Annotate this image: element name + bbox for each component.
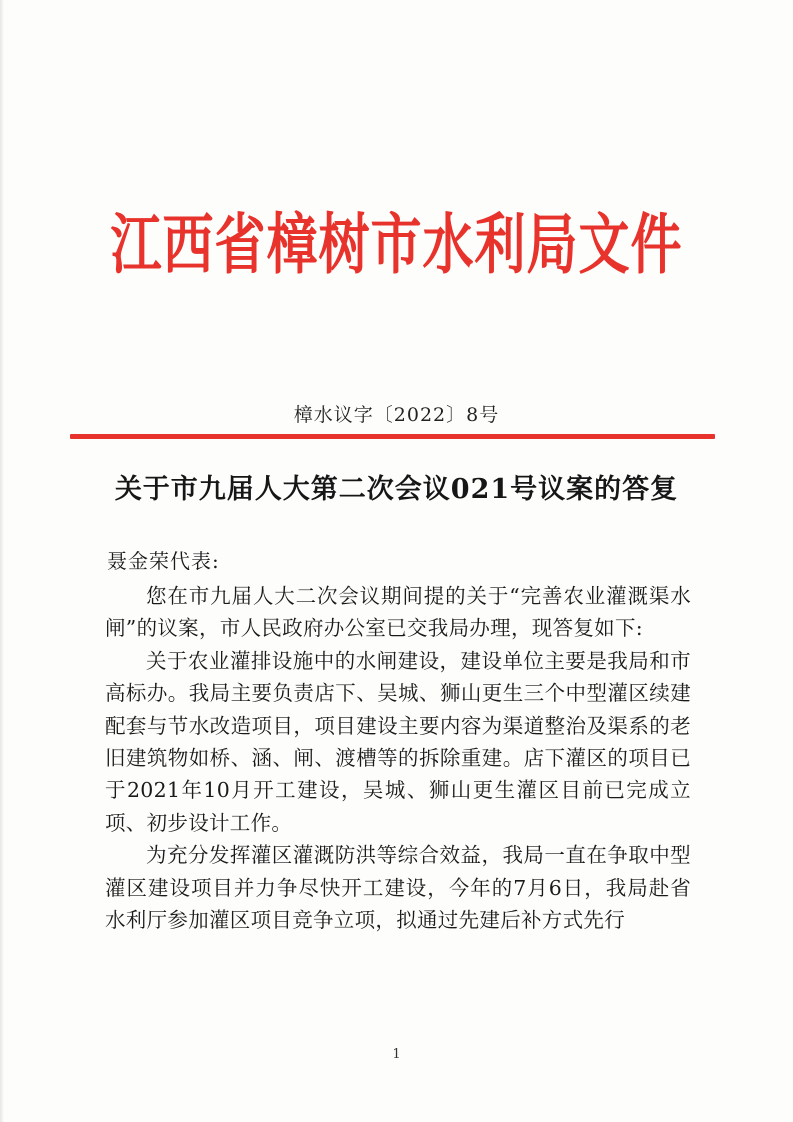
- scan-edge-shadow: [0, 0, 4, 1122]
- issuer-header-title: 江西省樟树市水利局文件: [110, 208, 683, 284]
- document-number: 樟水议字〔2022〕8号: [293, 404, 500, 426]
- red-divider-rule: [70, 434, 715, 439]
- paragraph: 您在市九届人大二次会议期间提的关于“完善农业灌溉渠水闸”的议案，市人民政府办公室已交我局办理，现答复如下:: [105, 584, 691, 641]
- paragraph: 关于农业灌排设施中的水闸建设，建设单位主要是我局和市高标办。我局主要负责店下、吴城、狮山更生三个中型灌区续建配套与节水改造项目，项目建设主要内容为渠道整治及渠系的老旧建筑物如桥、涵、闸、渡槽等的拆除重建。店下灌区的项目已于2021年10月开工建设，吴城、狮山更生灌区目前已完成立项、初步设计工作。: [105, 648, 691, 835]
- salutation: 聂金荣代表:: [107, 549, 220, 573]
- body-text: [105, 580, 691, 936]
- document-title: 关于市九届人大第二次会议021号议案的答复: [114, 474, 679, 505]
- page-number: 1: [392, 1047, 401, 1062]
- paragraph: 为充分发挥灌区灌溉防洪等综合效益，我局一直在争取中型灌区建设项目并力争尽快开工建设，今年的7月6日，我局赴省水利厅参加灌区项目竞争立项，拟通过先建后补方式先行: [105, 843, 691, 933]
